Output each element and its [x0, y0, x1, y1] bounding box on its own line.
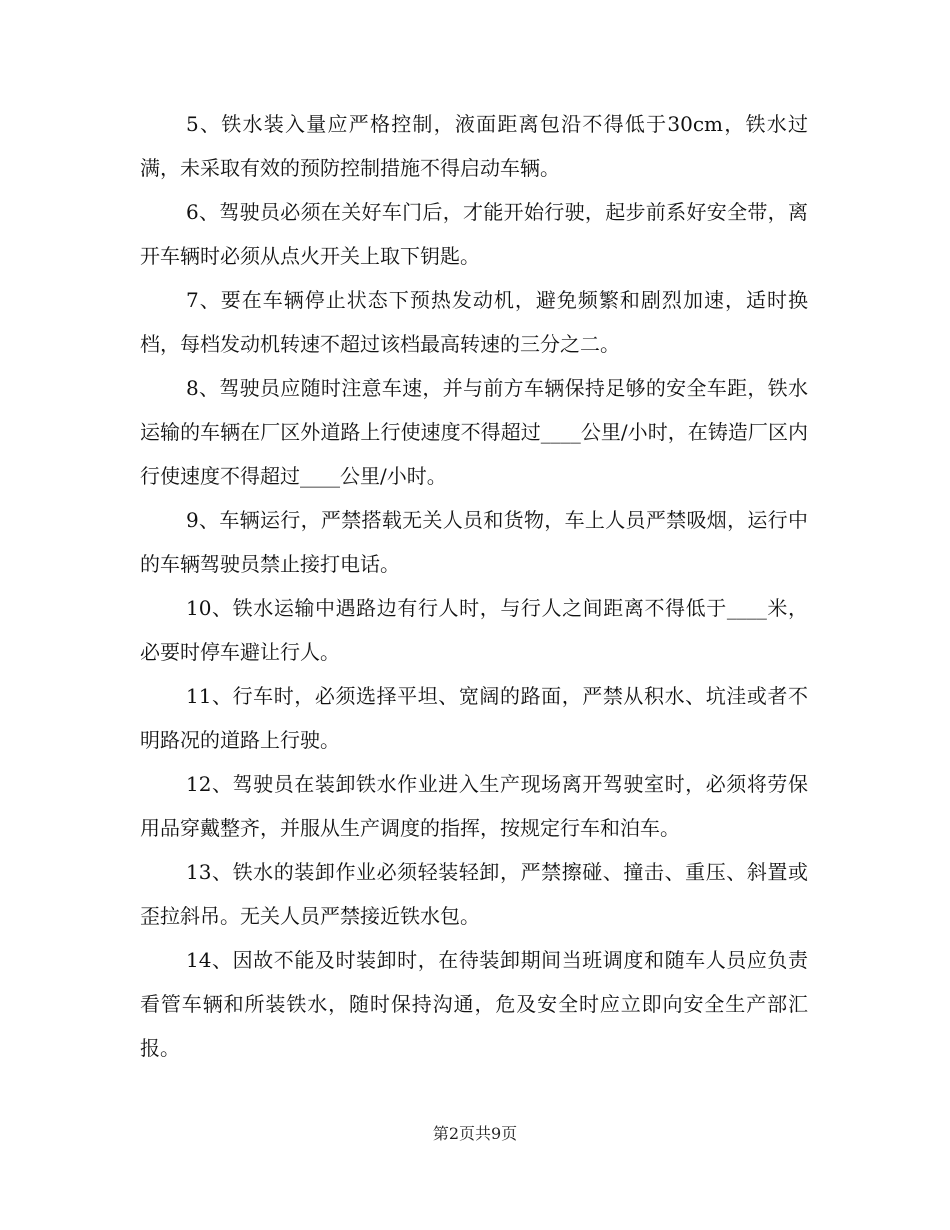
- paragraph-item-10: 10、铁水运输中遇路边有行人时，与行人之间距离不得低于____米，必要时停车避让行人。: [140, 596, 808, 664]
- paragraph-item-14: 14、因故不能及时装卸时，在待装卸期间当班调度和随车人员应负责看管车辆和所装铁水，随时保持沟通，危及安全时应立即向安全生产部汇报。: [140, 948, 808, 1060]
- paragraph-item-11: 11、行车时，必须选择平坦、宽阔的路面，严禁从积水、坑洼或者不明路况的道路上行驶。: [140, 684, 808, 752]
- paragraph-item-9: 9、车辆运行，严禁搭载无关人员和货物，车上人员严禁吸烟，运行中的车辆驾驶员禁止接打电话。: [140, 508, 808, 576]
- paragraph-item-12: 12、驾驶员在装卸铁水作业进入生产现场离开驾驶室时，必须将劳保用品穿戴整齐，并服从生产调度的指挥，按规定行车和泊车。: [140, 772, 808, 840]
- document-body: [140, 102, 808, 1070]
- paragraph-item-6: 6、驾驶员必须在关好车门后，才能开始行驶，起步前系好安全带，离开车辆时必须从点火开关上取下钥匙。: [140, 200, 808, 268]
- paragraph-item-7: 7、要在车辆停止状态下预热发动机，避免频繁和剧烈加速，适时换档，每档发动机转速不超过该档最高转速的三分之二。: [140, 288, 808, 356]
- paragraph-item-8: 8、驾驶员应随时注意车速，并与前方车辆保持足够的安全车距，铁水运输的车辆在厂区外道路上行使速度不得超过____公里/小时，在铸造厂区内行使速度不得超过____公里/小时。: [140, 376, 808, 488]
- paragraph-item-5: 5、铁水装入量应严格控制，液面距离包沿不得低于30cm，铁水过满，未采取有效的预防控制措施不得启动车辆。: [140, 112, 808, 180]
- page-number-footer: 第2页共9页: [432, 1124, 518, 1143]
- paragraph-item-13: 13、铁水的装卸作业必须轻装轻卸，严禁擦碰、撞击、重压、斜置或歪拉斜吊。无关人员严禁接近铁水包。: [140, 860, 808, 928]
